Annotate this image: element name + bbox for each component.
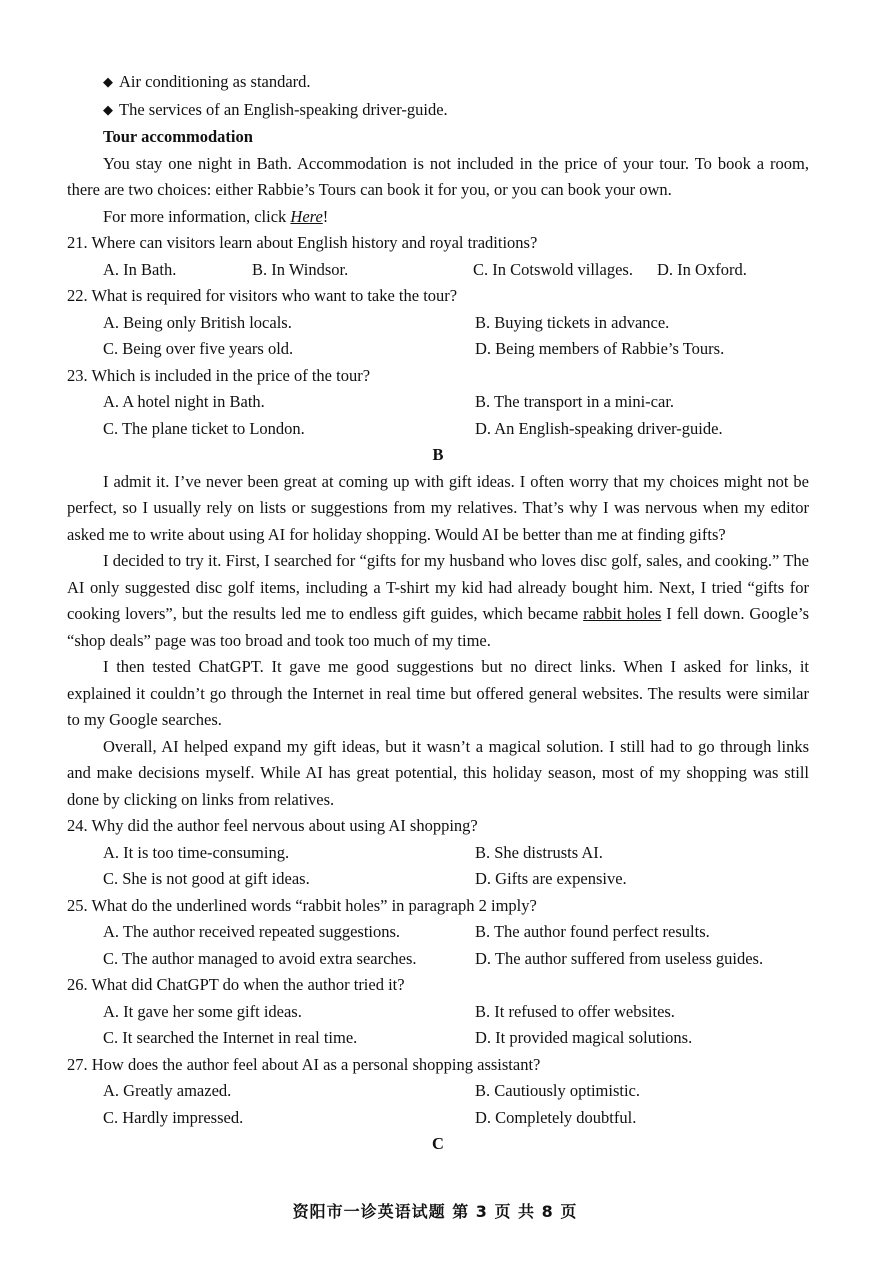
options-27-cd [67, 1105, 809, 1132]
option-24-a[interactable]: A. It is too time-consuming. [103, 842, 290, 862]
section-b-heading: B [432, 445, 444, 464]
option-25-d[interactable]: D. The author suffered from useless guides. [475, 948, 764, 968]
passage-b-paragraph-2: I decided to try it. First, I searched for “gifts for my husband who loves disc golf, sales, and cooking.” The AI only suggested disc golf items, including a T-shirt my kid had already bought him. Next, I tried “gifts for cooking lovers”, but the results led me to endless gift guides, which became rabbit holes I fell down. Google’s “shop deals” page was too broad and took too much of my time. [67, 551, 809, 650]
options-22-ab [67, 310, 809, 337]
options-23-cd [67, 416, 809, 443]
option-26-d[interactable]: D. It provided magical solutions. [475, 1028, 693, 1047]
option-23-c[interactable]: C. The plane ticket to London. [103, 418, 305, 438]
options-27-ab [67, 1078, 809, 1105]
question-27: 27. How does the author feel about AI as a personal shopping assistant? [67, 1054, 541, 1074]
passage-b-paragraph-4: Overall, AI helped expand my gift ideas, but it wasn’t a magical solution. I still had to go through links and make decisions myself. While AI has great potential, this holiday season, most of my shopping was still done by clicking on links from relatives. [67, 736, 809, 809]
page-content [67, 69, 809, 1158]
option-23-a[interactable]: A. A hotel night in Bath. [103, 392, 265, 411]
option-21-b[interactable]: B. In Windsor. [252, 259, 349, 279]
option-24-d[interactable]: D. Gifts are expensive. [475, 869, 627, 888]
option-22-b[interactable]: B. Buying tickets in advance. [475, 312, 670, 332]
options-25-ab [67, 919, 809, 946]
option-21-a[interactable]: A. In Bath. [103, 259, 177, 279]
section-c-heading: C [432, 1134, 444, 1153]
option-24-b[interactable]: B. She distrusts AI. [475, 842, 603, 862]
question-23: 23. Which is included in the price of the tour? [67, 365, 371, 385]
question-26: 26. What did ChatGPT do when the author tried it? [67, 975, 405, 994]
options-24-ab [67, 840, 809, 867]
option-27-b[interactable]: B. Cautiously optimistic. [475, 1081, 641, 1100]
options-22-cd [67, 336, 809, 363]
question-22: 22. What is required for visitors who want to take the tour? [67, 286, 458, 305]
accommodation-paragraph: You stay one night in Bath. Accommodation is not included in the price of your tour. To book a room, there are two choices: either Rabbie’s Tours can book it for you, or you can book your own. [67, 153, 809, 199]
passage-b-paragraph-3: I then tested ChatGPT. It gave me good suggestions but no direct links. When I asked for links, it explained it couldn’t go through the Internet in real time but offered general websites. The results were similar to my Google searches. [67, 657, 809, 729]
option-27-a[interactable]: A. Greatly amazed. [103, 1081, 232, 1100]
diamond-bullet-icon: ◆ [103, 74, 113, 89]
question-24: 24. Why did the author feel nervous about using AI shopping? [67, 816, 478, 835]
option-27-d[interactable]: D. Completely doubtful. [475, 1107, 637, 1127]
option-22-c[interactable]: C. Being over five years old. [103, 339, 294, 358]
question-25: 25. What do the underlined words “rabbit holes” in paragraph 2 imply? [67, 895, 537, 915]
option-25-a[interactable]: A. The author received repeated suggestions. [103, 922, 401, 941]
option-27-c[interactable]: C. Hardly impressed. [103, 1107, 244, 1127]
option-23-d[interactable]: D. An English-speaking driver-guide. [475, 418, 723, 438]
options-21 [67, 257, 809, 284]
passage-b-paragraph-1: I admit it. I’ve never been great at coming up with gift ideas. I often worry that my choices might not be perfect, so I usually rely on lists or suggestions from my relatives. That’s why I was nervous when my editor asked me to write about using AI for holiday shopping. Would AI be better than me at finding gifts? [67, 471, 809, 544]
option-22-d[interactable]: D. Being members of Rabbie’s Tours. [475, 339, 725, 358]
option-26-c[interactable]: C. It searched the Internet in real time. [103, 1028, 358, 1047]
option-25-c[interactable]: C. The author managed to avoid extra searches. [103, 948, 417, 968]
options-26-cd [67, 1025, 809, 1052]
option-21-c[interactable]: C. In Cotswold villages. [473, 259, 633, 279]
question-21: 21. Where can visitors learn about English history and royal traditions? [67, 233, 538, 252]
option-26-b[interactable]: B. It refused to offer websites. [475, 1001, 675, 1021]
diamond-bullet-icon: ◆ [103, 101, 113, 117]
here-link[interactable]: Here [290, 206, 323, 226]
option-24-c[interactable]: C. She is not good at gift ideas. [103, 869, 310, 888]
feature-bullet: ◆ Air conditioning as standard. [103, 72, 311, 91]
option-23-b[interactable]: B. The transport in a mini-car. [475, 392, 675, 411]
option-22-a[interactable]: A. Being only British locals. [103, 312, 292, 332]
underlined-rabbit-holes: rabbit holes [583, 604, 662, 623]
options-24-cd [67, 866, 809, 893]
option-26-a[interactable]: A. It gave her some gift ideas. [103, 1001, 302, 1021]
option-25-b[interactable]: B. The author found perfect results. [475, 922, 710, 941]
feature-bullet: ◆ The services of an English-speaking driver-guide. [103, 99, 448, 119]
more-info-line: For more information, click Here! [103, 206, 329, 226]
option-21-d[interactable]: D. In Oxford. [657, 259, 747, 279]
page-footer: 资阳市一诊英语试题 第 3 页 共 8 页 [292, 1202, 578, 1221]
options-23-ab [67, 389, 809, 416]
accommodation-heading: Tour accommodation [103, 127, 253, 146]
options-26-ab [67, 999, 809, 1026]
options-25-cd [67, 946, 809, 973]
